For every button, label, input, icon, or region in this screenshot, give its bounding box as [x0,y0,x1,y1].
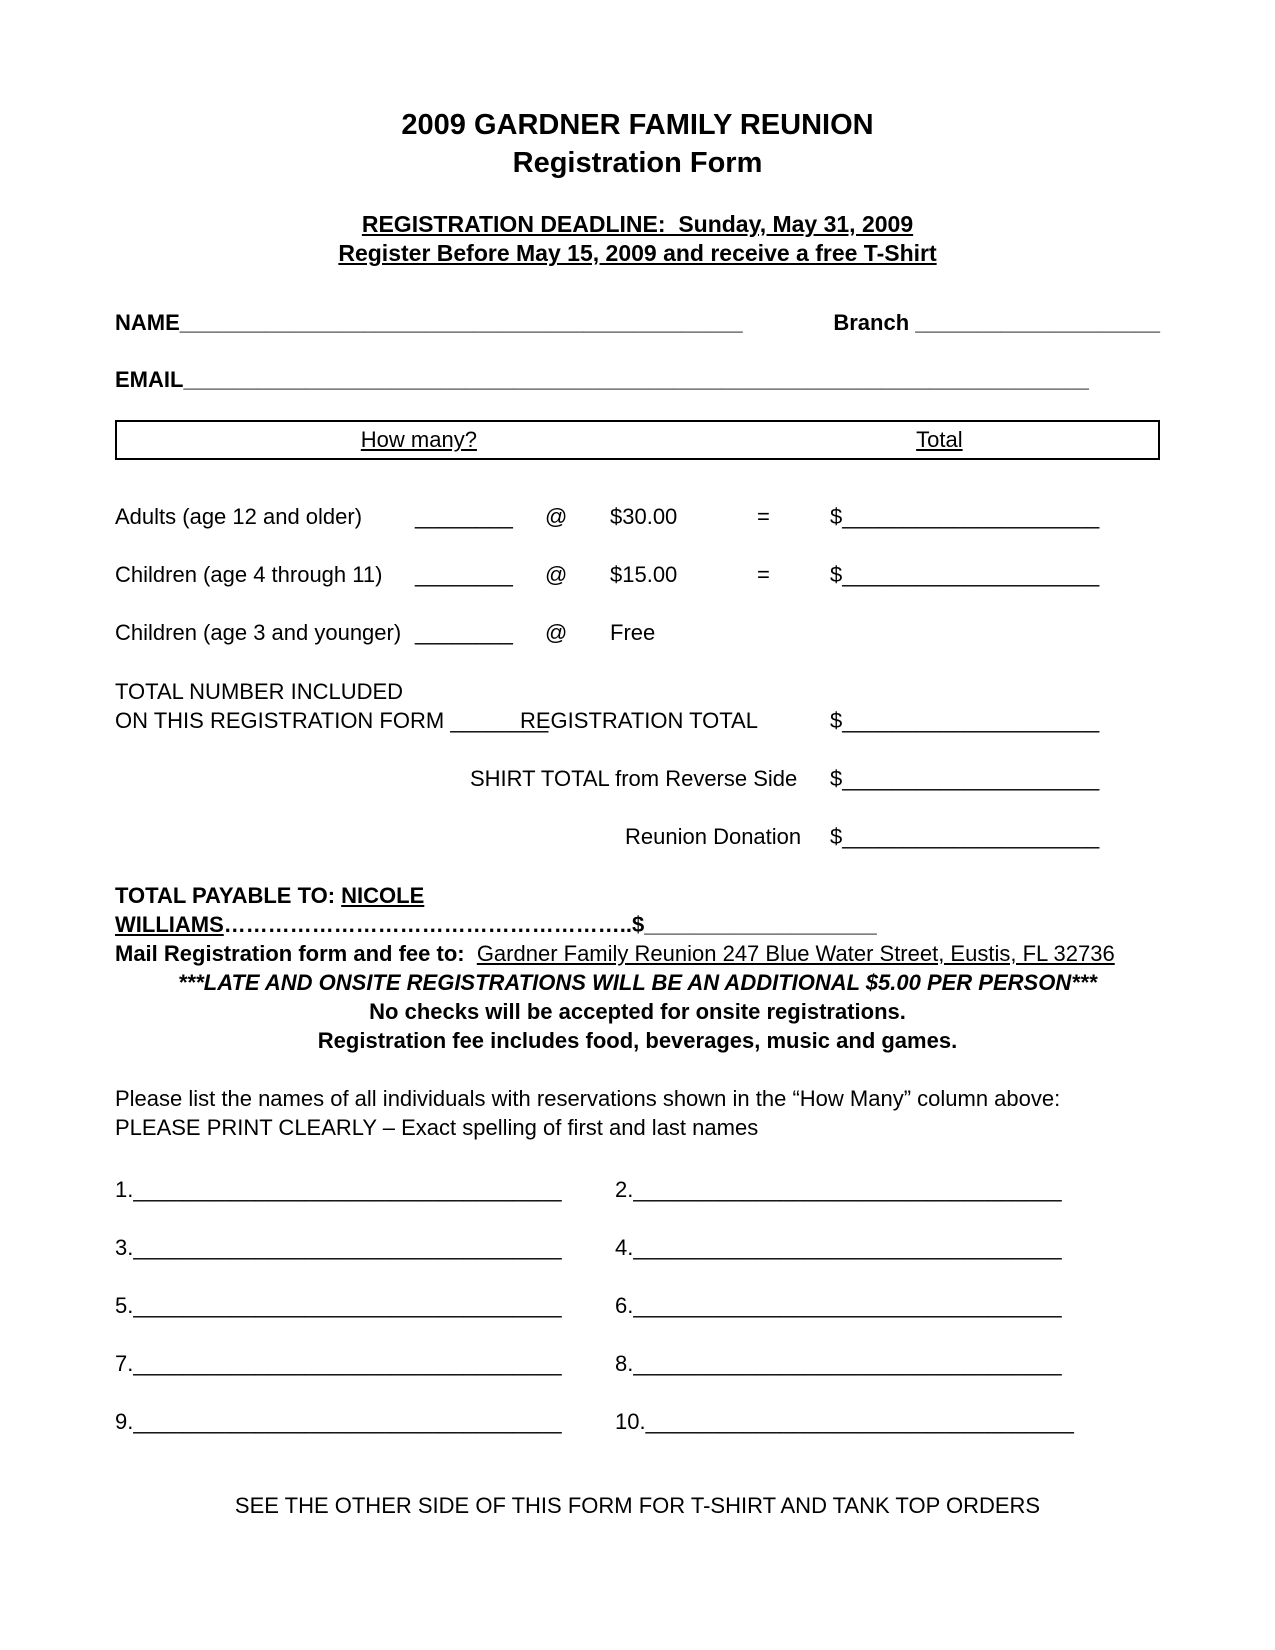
count-blank: ________ [415,620,513,645]
name-field [115,308,743,337]
payable-name: NICOLE WILLIAMS [115,883,425,937]
how-many-header: How many? [360,427,477,452]
total-header-cell [721,425,1158,454]
branch-field [833,308,1160,337]
pricing-header-box [115,420,1160,460]
name-line-number: 5. [115,1293,134,1318]
donation-blank: $_____________________ [830,824,1100,849]
name-line-blank: ___________________________________ [645,1409,1074,1434]
amount-blank [830,618,1160,647]
name-line-4 [615,1233,1160,1262]
rate: $30.00 [610,504,678,529]
name-line-10 [615,1407,1160,1436]
instruction-line-1: Please list the names of all individuals with reservations shown in the “How Many” column above: [115,1086,1061,1111]
name-line-9 [115,1407,615,1436]
at-sign: @ [545,562,568,587]
name-line-blank: ___________________________________ [133,1235,562,1260]
registration-total-blank: $_____________________ [830,708,1100,733]
name-line-number: 7. [115,1351,134,1376]
deadline-line-2 [115,239,1160,268]
payable-label: TOTAL PAYABLE TO: [115,883,342,908]
donation-spacer [115,822,625,851]
shirt-total-blank: $_____________________ [830,766,1100,791]
pricing-row-children-3-under [115,618,1160,647]
total-number-line-2: ON THIS REGISTRATION FORM [115,708,451,733]
donation-label: Reunion Donation [625,824,802,849]
name-branch-row [115,308,1160,337]
name-line-number: 10. [615,1409,646,1434]
deadline-block [115,210,1160,268]
name-line-number: 1. [115,1177,134,1202]
name-line-2 [615,1175,1160,1204]
no-checks-note: No checks will be accepted for onsite registrations. [369,999,906,1024]
equals-sign: = [757,504,770,529]
registration-total-row [115,706,1160,735]
donation-row [115,822,1160,851]
footer-note: SEE THE OTHER SIDE OF THIS FORM FOR T-SHIRT AND TANK TOP ORDERS [234,1493,1041,1518]
name-line-blank: ___________________________________ [633,1177,1062,1202]
name-line-blank: ___________________________________ [633,1293,1062,1318]
name-line-blank: ___________________________________ [133,1351,562,1376]
branch-blank: ____________________ [915,310,1160,335]
name-line-blank: ___________________________________ [133,1177,562,1202]
name-line-8 [615,1349,1160,1378]
name-blank: ______________________________________________ [179,310,743,335]
name-line-number: 2. [615,1177,634,1202]
email-row [115,365,1160,394]
total-payable-line [115,881,1160,939]
total-number-cell [115,706,549,735]
shirt-total-row [115,764,1160,793]
equals-sign: = [757,562,770,587]
at-sign: @ [545,620,568,645]
equals-sign [757,618,830,647]
count-blank: ________ [415,562,513,587]
mail-line [115,939,1160,968]
name-line-number: 3. [115,1235,134,1260]
instruction-line-2: PLEASE PRINT CLEARLY – Exact spelling of first and last names [115,1115,759,1140]
deadline-line-1-text: REGISTRATION DEADLINE: Sunday, May 31, 2009 [361,211,914,237]
page-title: 2009 GARDNER FAMILY REUNION [401,109,874,141]
payment-block [115,881,1160,1055]
mail-address: Gardner Family Reunion 247 Blue Water Street, Eustis, FL 32736 [476,941,1115,966]
name-line-number: 9. [115,1409,134,1434]
deadline-line-1 [115,210,1160,239]
total-number-line-1: TOTAL NUMBER INCLUDED [115,679,404,704]
name-label: NAME [115,310,180,335]
name-list-instructions [115,1084,1160,1142]
pricing-row-label: Children (age 3 and younger) [115,620,402,645]
name-line-blank: ___________________________________ [633,1235,1062,1260]
name-line-blank: ___________________________________ [633,1351,1062,1376]
rate: $15.00 [610,562,678,587]
amount-blank: $_____________________ [830,562,1100,587]
name-line-7 [115,1349,615,1378]
late-registration-note: ***LATE AND ONSITE REGISTRATIONS WILL BE AN ADDITIONAL $5.00 PER PERSON*** [178,970,1097,995]
registration-total-label: REGISTRATION TOTAL [520,708,758,733]
deadline-line-2-text: Register Before May 15, 2009 and receive a free T-Shirt [338,240,937,266]
shirt-total-spacer [115,764,470,793]
pricing-row-label: Children (age 4 through 11) [115,562,383,587]
count-blank: ________ [415,504,513,529]
email-label: EMAIL [115,367,184,392]
name-line-number: 4. [615,1235,634,1260]
pricing-row-label: Adults (age 12 and older) [115,504,363,529]
payable-amount-blank: $___________________ [632,912,877,937]
form-subtitle: Registration Form [512,147,763,179]
amount-blank: $_____________________ [830,504,1100,529]
name-line-blank: ___________________________________ [133,1293,562,1318]
payable-dots: ……………………………………………….. [223,912,632,937]
how-many-header-cell [117,425,721,454]
email-blank: __________________________________________________________________________ [183,367,1089,392]
name-line-number: 6. [615,1293,634,1318]
rate: Free [610,620,656,645]
name-list [115,1175,1160,1436]
name-line-6 [615,1291,1160,1320]
name-line-5 [115,1291,615,1320]
name-line-1 [115,1175,615,1204]
total-header: Total [916,427,963,452]
name-line-3 [115,1233,615,1262]
pricing-row-children-4-11 [115,560,1160,589]
mail-label: Mail Registration form and fee to: [115,941,477,966]
total-number-blank: ________ [450,708,549,733]
at-sign: @ [545,504,568,529]
name-line-number: 8. [615,1351,634,1376]
name-line-blank: ___________________________________ [133,1409,562,1434]
fee-includes-note: Registration fee includes food, beverages, music and games. [317,1028,958,1053]
branch-label: Branch [833,310,916,335]
shirt-total-label: SHIRT TOTAL from Reverse Side [470,766,798,791]
totals-block [115,677,1160,851]
pricing-row-adults [115,502,1160,531]
